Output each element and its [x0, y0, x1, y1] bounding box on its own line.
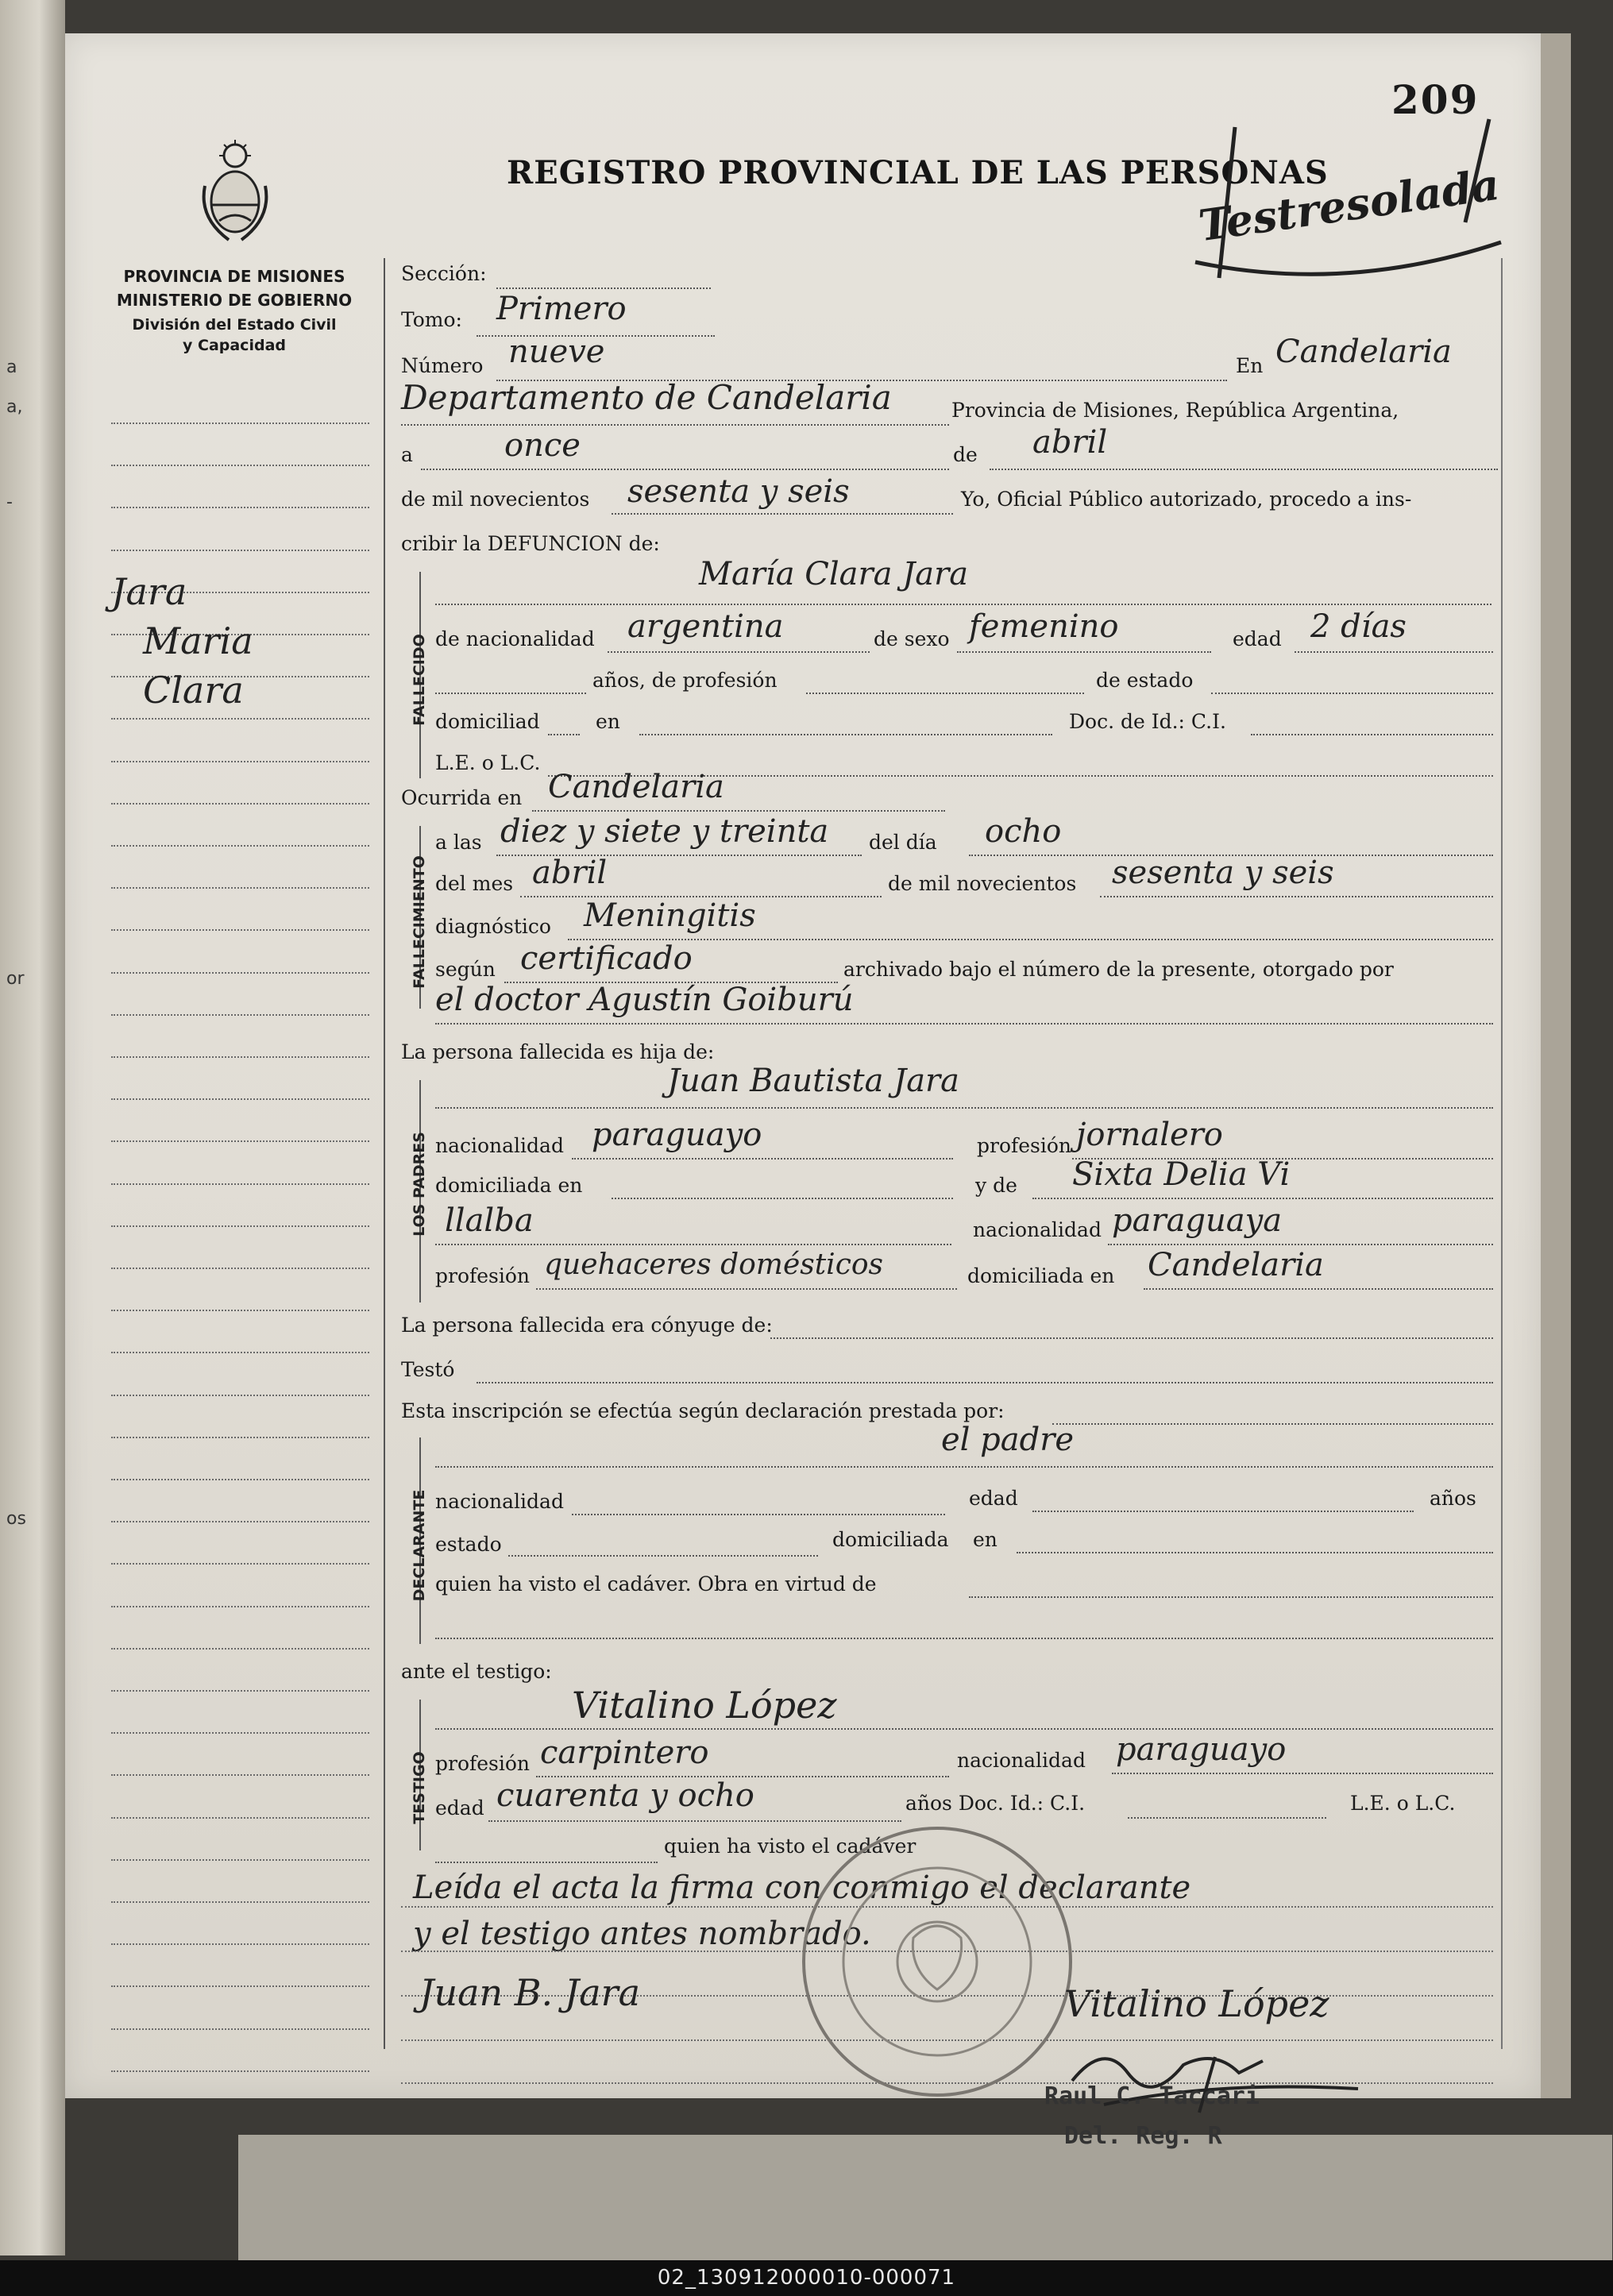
- fecha-mil-label: de mil novecientos: [401, 488, 590, 511]
- right-border: [1501, 258, 1503, 2049]
- signature-declarante: Juan B. Jara: [419, 1971, 641, 2014]
- testigo-edad-label: edad: [435, 1796, 484, 1819]
- closing-line-1: Leída el acta la firma con conmigo el declarante: [413, 1870, 1191, 1906]
- hija-label: La persona fallecida es hija de:: [401, 1040, 715, 1063]
- margin-rule-line: [111, 2070, 369, 2072]
- margin-rule-line: [111, 929, 369, 931]
- official-seal: [794, 1819, 1080, 2105]
- margin-rule-line: [111, 1352, 369, 1353]
- madre-domiciliada-label: domiciliada en: [967, 1264, 1115, 1287]
- margin-first-name: Maria: [143, 619, 253, 662]
- margin-rule-line: [111, 2028, 369, 2030]
- en-label: En: [1236, 354, 1264, 377]
- madre-nombre-cont: llalba: [445, 1202, 534, 1239]
- page-number: 209: [1391, 76, 1480, 123]
- margin-rule-line: [111, 1310, 369, 1311]
- madre-domiciliada-value: Candelaria: [1148, 1247, 1324, 1283]
- fallecido-nombre: María Clara Jara: [699, 556, 969, 592]
- testigo-nombre: Vitalino López: [572, 1684, 837, 1727]
- column-divider: [384, 258, 385, 2049]
- diagnostico-label: diagnóstico: [435, 915, 551, 938]
- fecha-anio-value: sesenta y seis: [627, 473, 850, 510]
- ocurrida-value: Candelaria: [548, 769, 724, 805]
- margin-rule-line: [111, 718, 369, 720]
- margin-rule-line: [111, 1056, 369, 1058]
- margin-rule-line: [111, 1563, 369, 1565]
- fallecimiento-dia-value: ocho: [985, 813, 1062, 850]
- margin-rule-line: [111, 1817, 369, 1819]
- margin-rule-line: [111, 1521, 369, 1522]
- tomo-label: Tomo:: [401, 308, 462, 331]
- testigo-quien-text: quien ha visto el cadáver: [664, 1835, 916, 1858]
- margin-rule-line: [111, 972, 369, 974]
- padre-profesion-label: profesión: [977, 1134, 1072, 1157]
- page-title: REGISTRO PROVINCIAL DE LAS PERSONAS: [507, 154, 1329, 191]
- fallecido-estado-label: de estado: [1096, 669, 1194, 692]
- fallecido-edad-label: edad: [1233, 627, 1282, 650]
- testigo-profesion-label: profesión: [435, 1752, 531, 1775]
- diagnostico-value: Meningitis: [584, 897, 756, 934]
- margin-rule-line: [111, 550, 369, 551]
- declarante-domiciliada-label: domiciliada: [832, 1528, 949, 1551]
- tomo-value: Primero: [496, 291, 627, 327]
- testigo-le-label: L.E. o L.C.: [1350, 1792, 1456, 1815]
- archivado-text: archivado bajo el número de la presente, otorgado por: [843, 958, 1394, 981]
- madre-nombre: Sixta Delia Vi: [1072, 1156, 1291, 1193]
- declarante-nacionalidad-label: nacionalidad: [435, 1490, 564, 1513]
- ante-testigo-label: ante el testigo:: [401, 1660, 552, 1683]
- testigo-anios-doc-label: años Doc. Id.: C.I.: [905, 1792, 1086, 1815]
- margin-rule-line: [111, 465, 369, 466]
- margin-rule-line: [111, 1183, 369, 1185]
- declarante-en-label: en: [973, 1528, 998, 1551]
- declarante-estado-label: estado: [435, 1533, 502, 1556]
- margin-rule-line: [111, 423, 369, 424]
- margin-rule-line: [111, 803, 369, 805]
- madre-nacionalidad-value: paraguaya: [1112, 1202, 1283, 1239]
- declarante-side-label: DECLARANTE: [411, 1489, 428, 1602]
- signature-testigo: Vitalino López: [1064, 1982, 1329, 2025]
- margin-rule-line: [111, 1437, 369, 1438]
- fecha-de-label: de: [953, 443, 978, 466]
- madre-profesion-label: profesión: [435, 1264, 531, 1287]
- numero-value: nueve: [508, 334, 605, 370]
- fallecimiento-anio-value: sesenta y seis: [1112, 855, 1334, 891]
- fallecido-side-label: FALLECIDO: [411, 634, 428, 726]
- stamp-flourish: [1187, 111, 1521, 286]
- conyuge-label: La persona fallecida era cónyuge de:: [401, 1314, 773, 1337]
- margin-rule-line: [111, 1606, 369, 1607]
- padre-profesion-value: jornalero: [1076, 1117, 1223, 1153]
- seccion-label: Sección:: [401, 262, 487, 285]
- fallecido-anios-label: años, de profesión: [592, 669, 778, 692]
- fallecido-sexo-label: de sexo: [874, 627, 950, 650]
- departamento-value: Departamento de Candelaria: [401, 378, 892, 417]
- margin-rule-line: [111, 1098, 369, 1100]
- left-heading: [103, 267, 365, 354]
- margin-rule-line: [111, 1690, 369, 1692]
- declarante-anios-label: años: [1430, 1487, 1476, 1510]
- padre-nacionalidad-label: nacionalidad: [435, 1134, 564, 1157]
- margin-rule-line: [111, 761, 369, 762]
- coat-of-arms-emblem: [197, 138, 273, 246]
- padre-nombre: Juan Bautista Jara: [667, 1063, 960, 1099]
- fallecido-sexo-value: femenino: [969, 608, 1119, 645]
- fallecido-domiciliad-label: domiciliad: [435, 710, 540, 733]
- margin-surname: Jara: [111, 570, 187, 613]
- testigo-profesion-value: carpintero: [540, 1735, 709, 1771]
- doctor-value: el doctor Agustín Goiburú: [435, 982, 854, 1018]
- division-subname: y Capacidad: [183, 337, 286, 354]
- declarante-nombre: el padre: [941, 1422, 1075, 1458]
- margin-rule-line: [111, 1985, 369, 1987]
- numero-label: Número: [401, 354, 484, 377]
- margin-rule-line: [111, 507, 369, 508]
- fecha-mes-value: abril: [1032, 424, 1108, 461]
- inscripcion-text: Esta inscripción se efectúa según declaración prestada por:: [401, 1399, 1005, 1422]
- inscribir-text: cribir la DEFUNCION de:: [401, 532, 660, 555]
- provincia-text: Provincia de Misiones, República Argentina,: [951, 399, 1399, 422]
- margin-rule-line: [111, 1479, 369, 1480]
- fallecimiento-hora-value: diez y siete y treinta: [500, 813, 829, 850]
- y-de-label: y de: [975, 1174, 1017, 1197]
- cancelled-stamp: Testresolada: [1195, 158, 1503, 252]
- margin-rule-line: [111, 887, 369, 889]
- declarante-quien-text: quien ha visto el cadáver. Obra en virtud de: [435, 1572, 877, 1596]
- testo-label: Testó: [401, 1358, 455, 1381]
- en-value: Candelaria: [1275, 334, 1452, 370]
- margin-rule-line: [111, 1140, 369, 1142]
- madre-nacionalidad-label: nacionalidad: [973, 1218, 1102, 1241]
- margin-rule-line: [111, 1225, 369, 1227]
- margin-rule-line: [111, 1943, 369, 1945]
- fallecimiento-side-label: FALLECIMIENTO: [411, 855, 428, 989]
- margin-rule-line: [111, 1648, 369, 1650]
- margin-rule-line: [111, 845, 369, 847]
- fecha-dia-value: once: [504, 427, 581, 464]
- margin-rule-line: [111, 1014, 369, 1016]
- testigo-edad-value: cuarenta y ocho: [496, 1777, 754, 1814]
- fallecido-nacionalidad-value: argentina: [627, 608, 784, 645]
- fallecido-nacionalidad-label: de nacionalidad: [435, 627, 595, 650]
- ocurrida-label: Ocurrida en: [401, 786, 523, 809]
- province-name: PROVINCIA DE MISIONES: [123, 267, 345, 286]
- division-name: División del Estado Civil: [132, 316, 337, 334]
- padre-domiciliada-label: domiciliada en: [435, 1174, 583, 1197]
- oficial-text: Yo, Oficial Público autorizado, procedo a ins-: [961, 488, 1412, 511]
- file-caption: 02_130912000010-000071: [657, 2266, 956, 2290]
- padre-nacionalidad-value: paraguayo: [592, 1117, 762, 1153]
- official-name: Raul C. Taccari: [1044, 2082, 1260, 2110]
- padres-side-label: LOS PADRES: [411, 1132, 428, 1237]
- testigo-nacionalidad-label: nacionalidad: [957, 1749, 1086, 1772]
- margin-rule-line: [111, 1395, 369, 1396]
- margin-second-name: Clara: [143, 669, 244, 712]
- testigo-nacionalidad-value: paraguayo: [1116, 1731, 1287, 1768]
- fecha-a-label: a: [401, 443, 413, 466]
- fallecimiento-a-las-label: a las: [435, 831, 482, 854]
- margin-rule-line: [111, 1901, 369, 1903]
- segun-value: certificado: [520, 940, 693, 977]
- fallecido-le-label: L.E. o L.C.: [435, 751, 541, 774]
- fallecido-doc-label: Doc. de Id.: C.I.: [1069, 710, 1226, 733]
- declarante-edad-label: edad: [969, 1487, 1018, 1510]
- book-bottom-edge: [238, 2135, 1612, 2262]
- fallecido-edad-value: 2 días: [1310, 608, 1407, 645]
- margin-rule-line: [111, 1268, 369, 1269]
- official-title: Del. Reg. R: [1064, 2122, 1222, 2150]
- fallecimiento-del-dia-label: del día: [869, 831, 937, 854]
- margin-rule-line: [111, 1859, 369, 1861]
- margin-rule-line: [111, 1732, 369, 1734]
- fallecimiento-del-mes-label: del mes: [435, 872, 514, 895]
- margin-rule-line: [111, 1774, 369, 1776]
- madre-profesion-value: quehaceres domésticos: [544, 1248, 884, 1281]
- segun-label: según: [435, 958, 496, 981]
- book-left-page-edge: a a, - or os: [0, 0, 65, 2255]
- fallecimiento-mil-label: de mil novecientos: [888, 872, 1077, 895]
- closing-line-2: y el testigo antes nombrado.: [413, 1916, 871, 1952]
- testigo-side-label: TESTIGO: [411, 1751, 428, 1824]
- ministry-name: MINISTERIO DE GOBIERNO: [116, 291, 353, 310]
- fallecimiento-mes-value: abril: [532, 855, 608, 891]
- fallecido-en-label: en: [596, 710, 620, 733]
